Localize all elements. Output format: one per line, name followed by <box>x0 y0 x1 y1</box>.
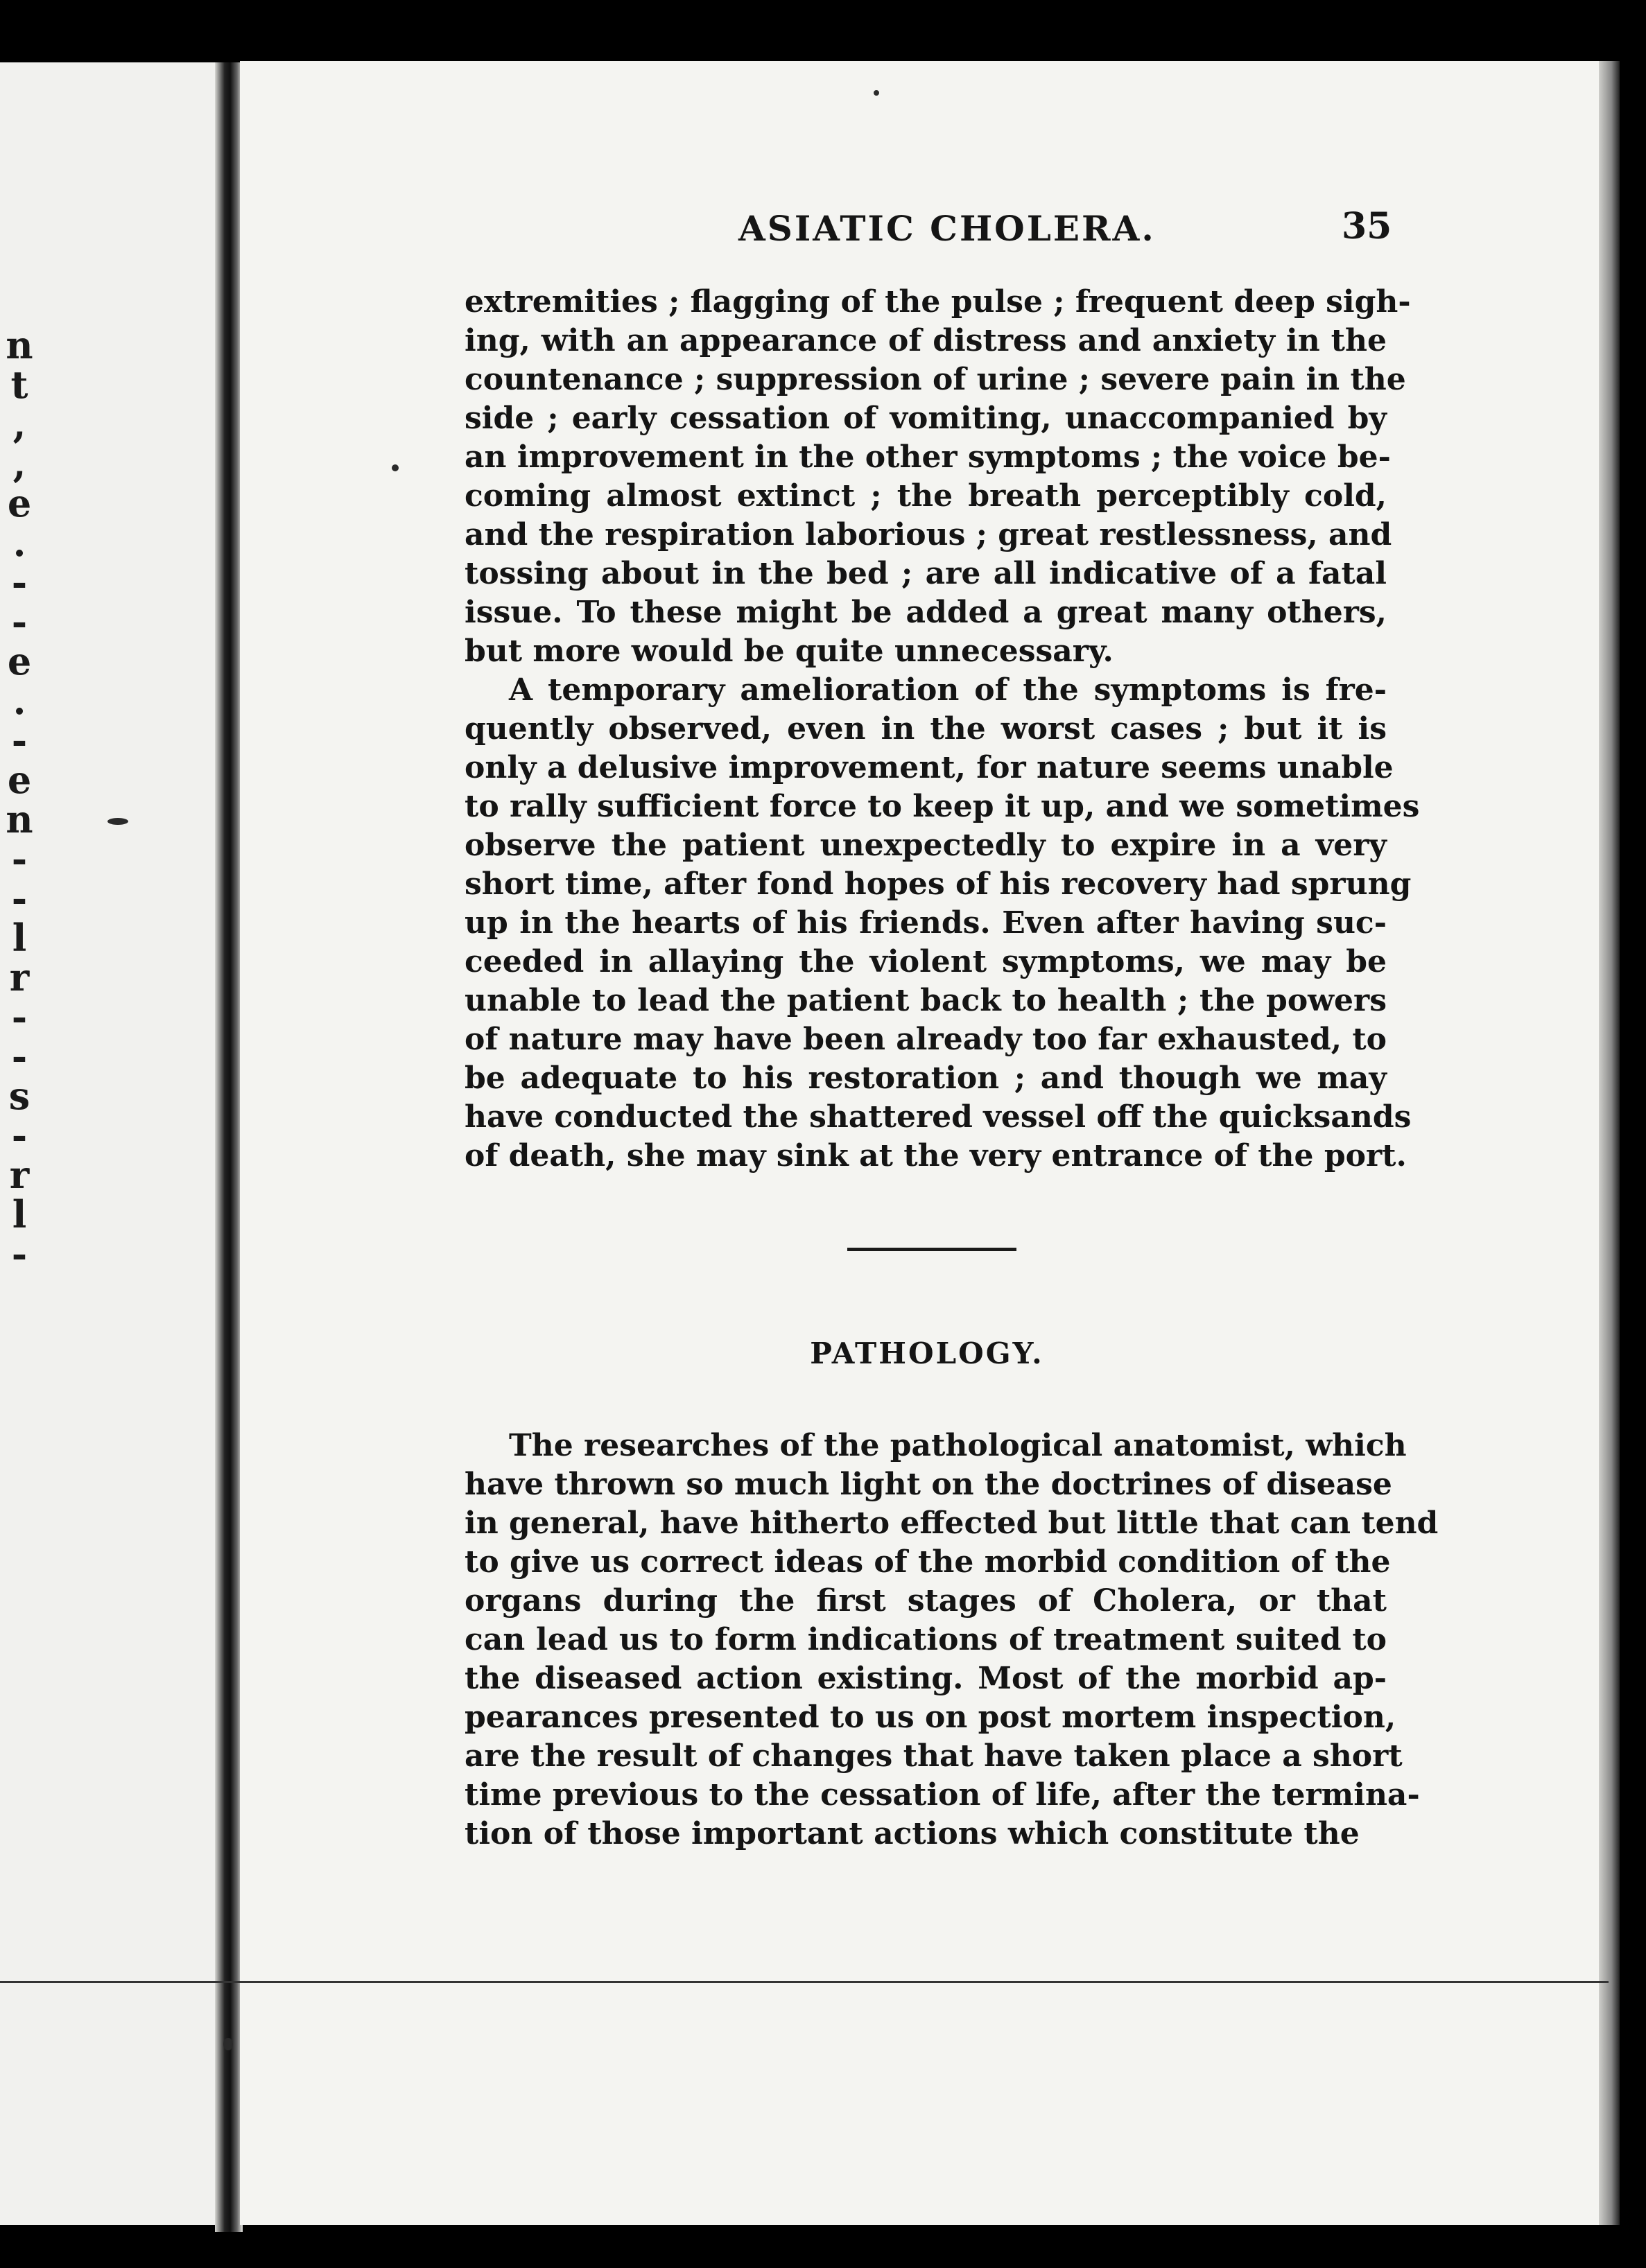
text-line: observe the patient unexpectedly to expire in a very <box>465 828 1387 863</box>
text-line: The researches of the pathological anatomist, which <box>509 1428 1407 1463</box>
ink-speck <box>107 818 128 825</box>
text-line: up in the hearts of his friends. Even after having suc- <box>465 905 1387 941</box>
left-fragment-char: - <box>11 560 28 604</box>
text-line: to give us correct ideas of the morbid condition of the <box>465 1544 1391 1580</box>
text-line: have thrown so much light on the doctrines of disease <box>465 1467 1392 1502</box>
paragraph-symptoms-fatal <box>465 283 1411 671</box>
text-line: an improvement in the other symptoms ; the voice be- <box>465 439 1391 475</box>
ink-speck <box>223 2038 233 2050</box>
left-fragment-char: . <box>12 521 26 565</box>
left-fragment-char: n <box>6 323 33 367</box>
left-fragment-char: n <box>6 797 33 841</box>
left-fragment-char: - <box>11 1034 28 1079</box>
left-fragment-char: - <box>11 1232 28 1276</box>
text-line: have conducted the shattered vessel off the quicksands <box>465 1099 1412 1135</box>
text-line: coming almost extinct ; the breath perceptibly cold, <box>465 478 1387 514</box>
left-fragment-char: l <box>12 916 27 960</box>
left-fragment-char: - <box>11 1113 28 1158</box>
text-line: but more would be quite unnecessary. <box>465 634 1114 669</box>
left-fragment-char: - <box>11 718 28 762</box>
book-gutter <box>215 62 243 2232</box>
left-page-edge <box>0 62 229 2225</box>
text-line: can lead us to form indications of treatment suited to <box>465 1622 1387 1657</box>
left-fragment-char: , <box>12 402 26 446</box>
text-line: issue. To these might be added a great many others, <box>465 595 1387 630</box>
text-line: side ; early cessation of vomiting, unaccompanied by <box>465 401 1387 436</box>
left-fragment-char: - <box>11 837 28 881</box>
left-fragment-char: e <box>7 481 32 525</box>
left-fragment-char: s <box>8 1074 31 1118</box>
text-line: tossing about in the bed ; are all indicative of a fatal <box>465 556 1387 591</box>
text-line: ceeded in allaying the violent symptoms, we may be <box>465 944 1387 979</box>
left-fragment-char: r <box>9 955 30 1000</box>
text-line: time previous to the cessation of life, after the termina- <box>465 1777 1420 1813</box>
left-fragment-char: - <box>11 876 28 921</box>
text-line: of death, she may sink at the very entrance of the port. <box>465 1138 1407 1174</box>
text-line: organs during the first stages of Cholera, or that <box>465 1583 1387 1619</box>
bottom-rule <box>0 1981 1609 1983</box>
left-fragment-char: . <box>12 679 26 723</box>
ink-speck <box>392 464 399 471</box>
text-line: pearances presented to us on post mortem inspection, <box>465 1700 1396 1735</box>
section-heading: PATHOLOGY. <box>810 1336 1044 1370</box>
text-line: tion of those important actions which constitute the <box>465 1816 1360 1851</box>
text-line: countenance ; suppression of urine ; severe pain in the <box>465 362 1406 397</box>
text-line: quently observed, even in the worst cases ; but it is <box>465 711 1387 747</box>
text-line: and the respiration laborious ; great restlessness, and <box>465 517 1392 552</box>
text-line: to rally sufficient force to keep it up, and we sometimes <box>465 789 1420 824</box>
text-line: A temporary amelioration of the symptoms is fre- <box>509 672 1387 708</box>
left-fragment-char: l <box>12 1192 27 1237</box>
left-page-text-fragments <box>6 323 33 1276</box>
text-line: be adequate to his restoration ; and though we may <box>465 1061 1387 1096</box>
text-line: the diseased action existing. Most of the morbid ap- <box>465 1661 1387 1696</box>
left-fragment-char: e <box>7 758 32 802</box>
text-line: only a delusive improvement, for nature seems unable <box>465 750 1394 785</box>
text-line: short time, after fond hopes of his recovery had sprung <box>465 866 1412 902</box>
paragraph-temporary-amelioration <box>465 671 1420 1176</box>
text-line: of nature may have been already too far exhausted, to <box>465 1022 1387 1057</box>
left-fragment-char: - <box>11 995 28 1039</box>
left-fragment-char: e <box>7 639 32 683</box>
paragraph-pathology <box>465 1427 1439 1853</box>
left-fragment-char: , <box>12 442 26 486</box>
running-title: ASIATIC CHOLERA. <box>738 208 1156 249</box>
text-line: in general, have hitherto effected but little that can tend <box>465 1506 1439 1541</box>
text-line: are the result of changes that have taken place a short <box>465 1738 1403 1774</box>
text-line: ing, with an appearance of distress and anxiety in the <box>465 323 1387 358</box>
left-fragment-char: - <box>11 600 28 644</box>
ink-speck <box>874 90 879 96</box>
text-line: unable to lead the patient back to health ; the powers <box>465 983 1387 1018</box>
page-number: 35 <box>1342 205 1392 247</box>
left-fragment-char: t <box>10 363 28 407</box>
left-fragment-char: r <box>9 1153 30 1197</box>
right-page-edge <box>1599 61 1620 2225</box>
section-divider <box>847 1248 1016 1251</box>
text-line: extremities ; flagging of the pulse ; frequent deep sigh- <box>465 284 1411 320</box>
